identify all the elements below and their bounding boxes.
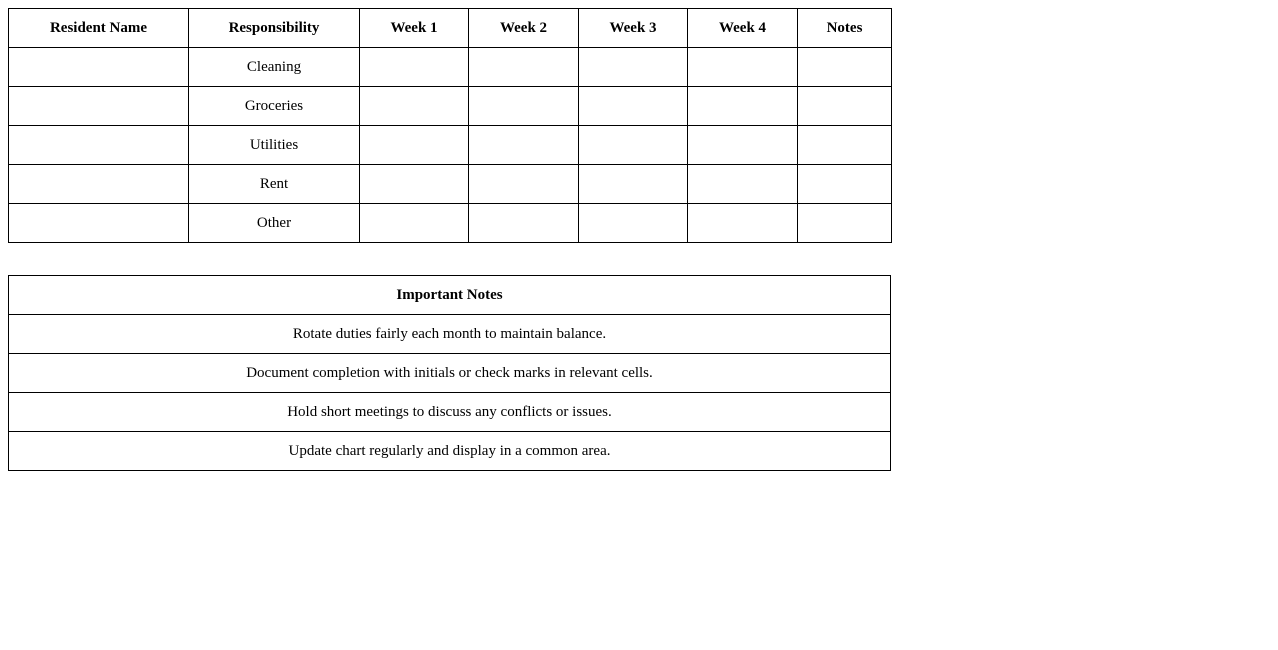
week-3-cell — [579, 126, 688, 165]
week-4-cell — [688, 165, 798, 204]
table-row — [9, 165, 892, 204]
resident-name-cell — [9, 165, 189, 204]
responsibility-cell: Utilities — [189, 126, 360, 165]
table-row — [9, 315, 891, 354]
resident-name-cell — [9, 48, 189, 87]
table-row — [9, 126, 892, 165]
resident-name-cell — [9, 204, 189, 243]
table-row — [9, 87, 892, 126]
responsibility-cell: Groceries — [189, 87, 360, 126]
week-1-cell — [360, 204, 469, 243]
week-4-cell — [688, 126, 798, 165]
week-2-cell — [469, 48, 579, 87]
table-row — [9, 204, 892, 243]
responsibility-cell: Cleaning — [189, 48, 360, 87]
important-notes-title: Important Notes — [9, 276, 891, 315]
week-2-cell — [469, 204, 579, 243]
responsibility-cell: Rent — [189, 165, 360, 204]
week-1-cell — [360, 165, 469, 204]
week-4-cell — [688, 48, 798, 87]
note-item: Document completion with initials or check marks in relevant cells. — [9, 354, 891, 393]
notes-cell — [798, 87, 892, 126]
notes-cell — [798, 204, 892, 243]
week-3-cell — [579, 87, 688, 126]
week-4-cell — [688, 87, 798, 126]
week-1-cell — [360, 126, 469, 165]
note-item: Rotate duties fairly each month to maintain balance. — [9, 315, 891, 354]
table-row — [9, 354, 891, 393]
resident-name-cell — [9, 87, 189, 126]
header-notes: Notes — [798, 9, 892, 48]
week-1-cell — [360, 48, 469, 87]
notes-cell — [798, 165, 892, 204]
responsibility-cell: Other — [189, 204, 360, 243]
note-item: Hold short meetings to discuss any conflicts or issues. — [9, 393, 891, 432]
responsibility-schedule-table — [8, 8, 892, 243]
important-notes-table — [8, 275, 891, 471]
week-4-cell — [688, 204, 798, 243]
notes-cell — [798, 126, 892, 165]
resident-name-cell — [9, 126, 189, 165]
header-week-3: Week 3 — [579, 9, 688, 48]
schedule-header-row — [9, 9, 892, 48]
table-row — [9, 432, 891, 471]
week-3-cell — [579, 48, 688, 87]
week-2-cell — [469, 126, 579, 165]
header-week-4: Week 4 — [688, 9, 798, 48]
table-row — [9, 393, 891, 432]
table-row — [9, 48, 892, 87]
header-week-1: Week 1 — [360, 9, 469, 48]
notes-cell — [798, 48, 892, 87]
header-resident-name: Resident Name — [9, 9, 189, 48]
header-responsibility: Responsibility — [189, 9, 360, 48]
week-2-cell — [469, 165, 579, 204]
week-2-cell — [469, 87, 579, 126]
notes-header-row — [9, 276, 891, 315]
week-3-cell — [579, 204, 688, 243]
week-1-cell — [360, 87, 469, 126]
note-item: Update chart regularly and display in a common area. — [9, 432, 891, 471]
header-week-2: Week 2 — [469, 9, 579, 48]
week-3-cell — [579, 165, 688, 204]
